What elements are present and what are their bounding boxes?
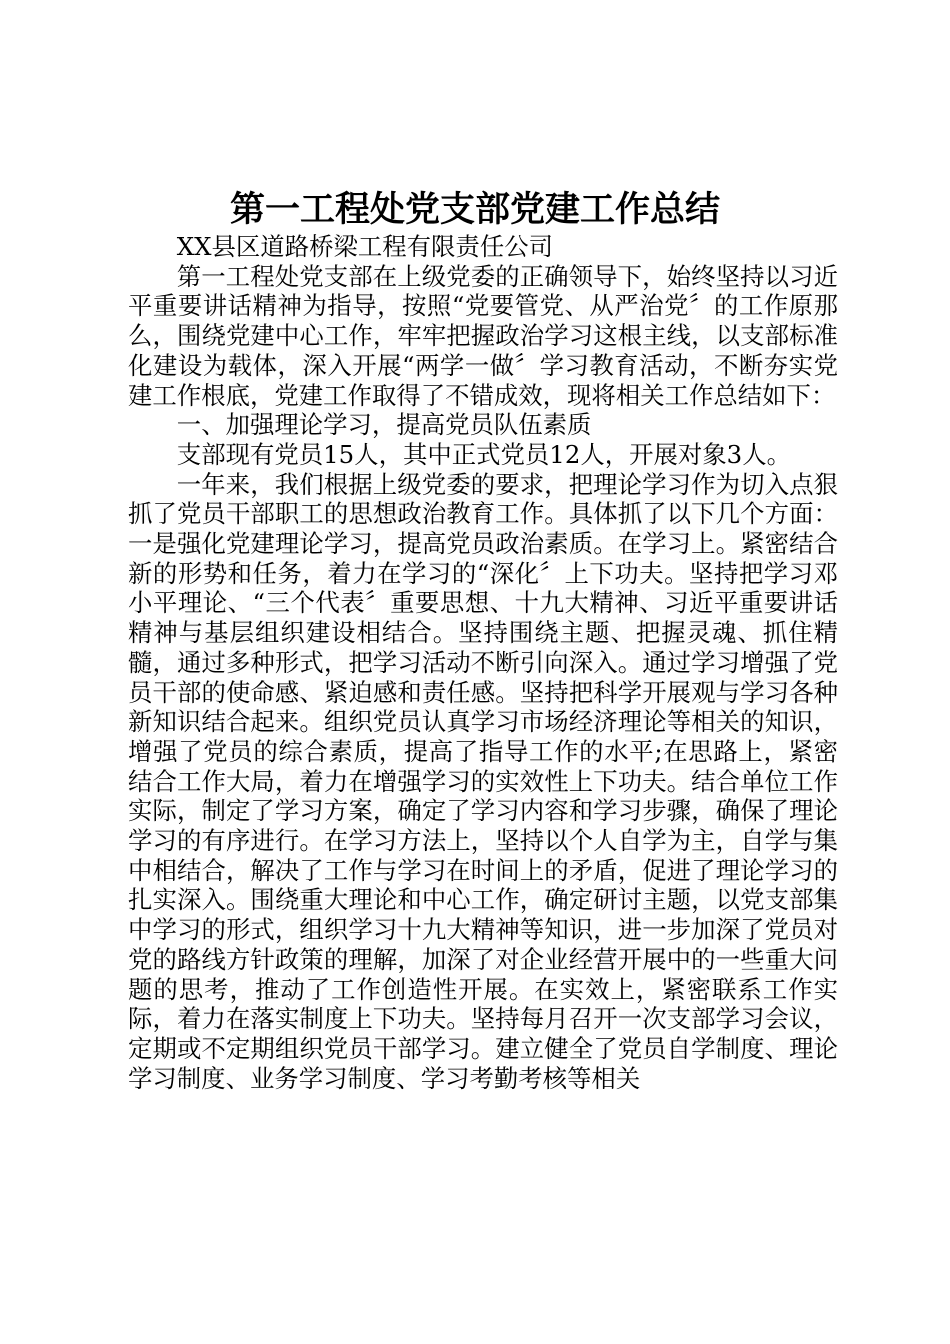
intro-paragraph: 第一工程处党支部在上级党委的正确领导下，始终坚持以习近平重要讲话精神为指导，按照“党要管党、从严治党〞的工作原那么，围绕党建中心工作，牢牢把握政治学习这根主线，以支部标准化建设为载体，深入开展“两学一做〞学习教育活动，不断夯实党建工作根底，党建工作取得了不错成效，现将相关工作总结如下： xyxy=(128,261,838,410)
document-title: 第一工程处党支部党建工作总结 xyxy=(229,190,720,230)
section-heading-1: 一、加强理论学习，提高党员队伍素质 xyxy=(176,410,592,440)
document-body xyxy=(128,232,838,1093)
member-count-paragraph: 支部现有党员15人，其中正式党员12人，开展对象3人。 xyxy=(176,439,791,469)
company-name-paragraph: XX县区道路桥梁工程有限责任公司 xyxy=(176,232,553,261)
study-paragraph: 一年来，我们根据上级党委的要求，把理论学习作为切入点狠抓了党员干部职工的思想政治教育工作。具体抓了以下几个方面：一是强化党建理论学习，提高党员政治素质。在学习上。紧密结合新的形势和任务，着力在学习的“深化〞上下功夫。坚持把学习邓小平理论、“三个代表〞重要思想、十九大精神、习近平重要讲话精神与基层组织建设相结合。坚持围绕主题、把握灵魂、抓住精髓，通过多种形式，把学习活动不断引向深入。通过学习增强了党员干部的使命感、紧迫感和责任感。坚持把科学开展观与学习各种新知识结合起来。组织党员认真学习市场经济理论等相关的知识，增强了党员的综合素质，提高了指导工作的水平;在思路上，紧密结合工作大局，着力在增强学习的实效性上下功夫。结合单位工作实际，制定了学习方案，确定了学习内容和学习步骤，确保了理论学习的有序进行。在学习方法上，坚持以个人自学为主，自学与集中相结合，解决了工作与学习在时间上的矛盾，促进了理论学习的扎实深入。围绕重大理论和中心工作，确定研讨主题，以党支部集中学习的形式，组织学习十九大精神等知识，进一步加深了党员对党的路线方针政策的理解，加深了对企业经营开展中的一些重大问题的思考，推动了工作创造性开展。在实效上，紧密联系工作实际，着力在落实制度上下功夫。坚持每月召开一次支部学习会议，定期或不定期组织党员干部学习。建立健全了党员自学制度、理论学习制度、业务学习制度、学习考勤考核等相关 xyxy=(128,469,838,1093)
